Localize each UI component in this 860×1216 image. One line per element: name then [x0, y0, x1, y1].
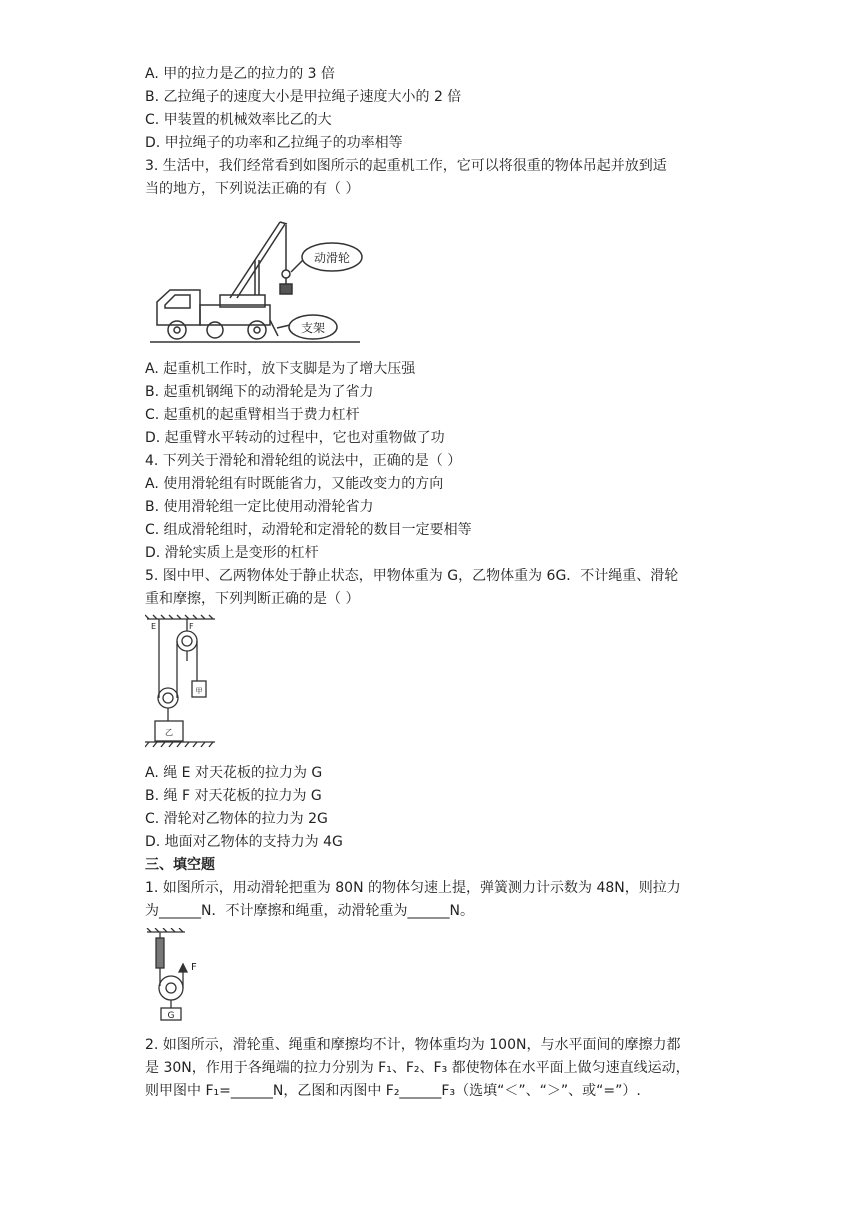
fill2-line1: 2. 如图所示，滑轮重、绳重和摩擦均不计，物体重均为 100N，与水平面间的摩擦力都: [145, 1037, 681, 1053]
q2-option-b: B. 乙拉绳子的速度大小是甲拉绳子速度大小的 2 倍: [145, 89, 462, 105]
q2-option-c: C. 甲装置的机械效率比乙的大: [145, 112, 332, 128]
fill2-line3: 则甲图中 F₁=______N，乙图和丙图中 F₂______F₃（选填“＜”、“＞”、或“=”）.: [145, 1083, 641, 1099]
section-fill-in-title: 三、填空题: [145, 857, 215, 873]
block-jia-label: 甲: [195, 687, 203, 695]
q5-option-d: D. 地面对乙物体的支持力为 4G: [145, 834, 343, 850]
q5-stem-line2: 重和摩擦，下列判断正确的是（ ）: [145, 591, 360, 607]
q2-option-d: D. 甲拉绳子的功率和乙拉绳子的功率相等: [145, 135, 403, 151]
q4-option-b: B. 使用滑轮组一定比使用动滑轮省力: [145, 499, 374, 515]
q5-option-c: C. 滑轮对乙物体的拉力为 2G: [145, 811, 328, 827]
rope-f-label: F: [189, 622, 194, 631]
q2-option-a: A. 甲的拉力是乙的拉力的 3 倍: [145, 66, 336, 82]
q4-option-c: C. 组成滑轮组时，动滑轮和定滑轮的数目一定要相等: [145, 522, 472, 538]
q5-stem-line1: 5. 图中甲、乙两物体处于静止状态，甲物体重为 G，乙物体重为 6G．不计绳重、滑轮: [145, 568, 679, 584]
q3-option-d: D. 起重臂水平转动的过程中，它也对重物做了功: [145, 430, 445, 446]
q3-stem-line1: 3. 生活中，我们经常看到如图所示的起重机工作，它可以将很重的物体吊起并放到适: [145, 158, 667, 174]
rope-e-label: E: [151, 622, 157, 631]
block-yi-label: 乙: [165, 728, 173, 737]
pulley-system-figure: [145, 613, 220, 753]
q3-stem-line2: 当的地方，下列说法正确的有（ ）: [145, 181, 360, 197]
movable-pulley-figure: [145, 928, 205, 1023]
fill1-line1: 1. 如图所示，用动滑轮把重为 80N 的物体匀速上提，弹簧测力计示数为 48N，则拉力: [145, 880, 681, 896]
force-f-label: F: [191, 962, 197, 973]
q4-stem: 4. 下列关于滑轮和滑轮组的说法中，正确的是（ ）: [145, 453, 462, 469]
q3-option-b: B. 起重机钢绳下的动滑轮是为了省力: [145, 384, 374, 400]
q5-option-b: B. 绳 F 对天花板的拉力为 G: [145, 788, 322, 804]
q5-option-a: A. 绳 E 对天花板的拉力为 G: [145, 765, 323, 781]
q3-option-c: C. 起重机的起重臂相当于费力杠杆: [145, 407, 360, 423]
q4-option-a: A. 使用滑轮组有时既能省力，又能改变力的方向: [145, 476, 444, 492]
q4-option-d: D. 滑轮实质上是变形的杠杆: [145, 545, 319, 561]
crane-pulley-label: 动滑轮: [313, 251, 351, 265]
q3-option-a: A. 起重机工作时，放下支脚是为了增大压强: [145, 361, 416, 377]
weight-g-label: G: [167, 1011, 175, 1021]
fill2-line2: 是 30N，作用于各绳端的拉力分别为 F₁、F₂、F₃ 都使物体在水平面上做匀速直线运动，: [145, 1060, 690, 1076]
crane-figure: [145, 210, 370, 350]
fill1-line2: 为______N．不计摩擦和绳重，动滑轮重为______N。: [145, 903, 474, 919]
crane-support-label: 支架: [300, 321, 326, 335]
